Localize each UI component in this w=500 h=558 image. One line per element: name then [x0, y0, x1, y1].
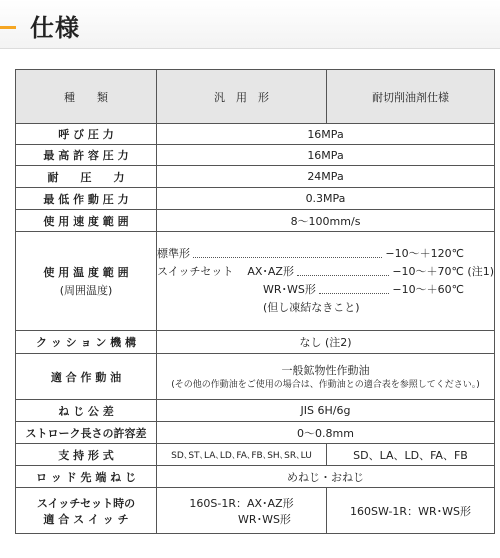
table-row — [16, 331, 495, 354]
row-label: ロ ッ ド 先 端 ね じ — [16, 466, 157, 488]
row-value: めねじ・おねじ — [157, 466, 495, 488]
row-value: 8〜100mm/s — [157, 210, 495, 232]
temp-switch-wrws — [157, 281, 494, 299]
wrws-value: −10〜＋60℃ — [392, 283, 464, 296]
row-label: 支 持 形 式 — [16, 444, 157, 466]
support-resistant: SD、LA、LD、FA、FB — [327, 444, 495, 466]
row-label: 最 低 作 動 圧 力 — [16, 188, 157, 210]
axaz-label: AX･AZ形 — [247, 265, 294, 278]
table-row — [16, 466, 495, 488]
fluid-note: (その他の作動油をご使用の場合は、作動油との適合表を参照してください。) — [171, 379, 480, 390]
table-row — [16, 400, 495, 422]
leader-dots — [193, 245, 382, 258]
row-label — [16, 232, 157, 331]
standard-value: −10〜＋120℃ — [385, 247, 464, 260]
row-label: 適 合 作 動 油 — [16, 354, 157, 400]
leader-dots — [319, 281, 390, 294]
table-header-row — [16, 70, 495, 124]
row-label: 最 高 許 容 圧 力 — [16, 145, 157, 166]
row-label: 耐 圧 力 — [16, 166, 157, 188]
switch-label-line2: 適 合 ス イ ッ チ — [43, 512, 129, 526]
col-header-type: 種 類 — [16, 70, 157, 124]
switch-general-prefix: 160S-1R： — [189, 496, 247, 510]
col-header-general: 汎 用 形 — [157, 70, 327, 124]
temp-note-text: (但し凍結なきこと) — [263, 301, 360, 314]
temp-values — [157, 232, 495, 331]
section-header — [0, 0, 500, 48]
table-row-switch — [16, 488, 495, 534]
row-label: 使 用 速 度 範 囲 — [16, 210, 157, 232]
standard-label: 標準形 — [157, 247, 190, 260]
table-row-temperature — [16, 232, 495, 331]
table-row-fluid — [16, 354, 495, 400]
row-value — [157, 354, 495, 400]
table-row — [16, 210, 495, 232]
temp-note — [157, 299, 494, 317]
wrws-label: WR･WS形 — [263, 283, 316, 296]
row-label: ストローク長さの許容差 — [16, 422, 157, 444]
leader-dots — [297, 263, 389, 276]
col-header-resistant: 耐切削油剤仕様 — [327, 70, 495, 124]
header-divider — [0, 48, 500, 49]
axaz-value: −10〜＋70℃ (注1) — [392, 265, 494, 278]
row-value: 0〜0.8mm — [157, 422, 495, 444]
accent-bar — [0, 26, 16, 29]
page-title: 仕様 — [30, 14, 80, 42]
table-row — [16, 166, 495, 188]
switch-general — [157, 488, 327, 534]
row-value: 16MPa — [157, 145, 495, 166]
temp-label: 使 用 温 度 範 囲 — [43, 266, 129, 279]
row-label: 呼 び 圧 力 — [16, 124, 157, 145]
switch-resistant: 160SW-1R：WR･WS形 — [327, 488, 495, 534]
row-label: ク ッ シ ョ ン 機 構 — [16, 331, 157, 354]
fluid-value: 一般鉱物性作動油 — [281, 363, 370, 377]
row-value: なし (注2) — [157, 331, 495, 354]
row-value: 16MPa — [157, 124, 495, 145]
switch-label: スイッチセット — [157, 265, 234, 278]
support-general: SD､ST､LA､LD､FA､FB､SH､SR､LU — [157, 444, 327, 466]
temp-switch-axaz — [157, 263, 494, 281]
row-label: ね じ 公 差 — [16, 400, 157, 422]
table-row — [16, 124, 495, 145]
switch-general-line2: WR･WS形 — [238, 512, 291, 526]
spec-table — [15, 69, 495, 534]
temp-sublabel: (周囲温度) — [59, 284, 113, 297]
row-value: 0.3MPa — [157, 188, 495, 210]
row-label — [16, 488, 157, 534]
table-row — [16, 444, 495, 466]
table-row — [16, 188, 495, 210]
switch-label-line1: スイッチセット時の — [36, 496, 136, 510]
row-value: 24MPa — [157, 166, 495, 188]
temp-standard — [157, 245, 494, 263]
table-row — [16, 145, 495, 166]
row-value: JIS 6H/6g — [157, 400, 495, 422]
switch-general-line1: AX･AZ形 — [246, 496, 294, 510]
table-row — [16, 422, 495, 444]
